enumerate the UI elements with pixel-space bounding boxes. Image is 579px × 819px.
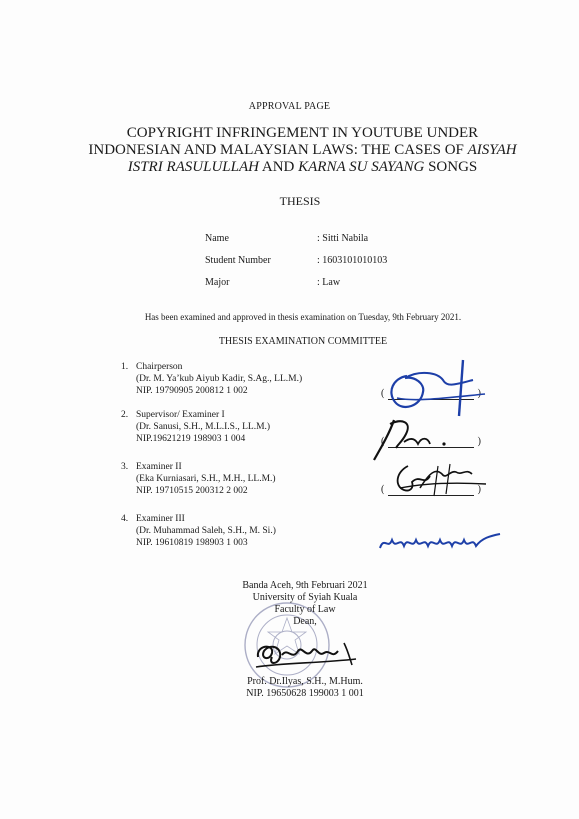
member-2-nip: NIP.19621219 198903 1 004 [136, 434, 246, 444]
student-number-label: Student Number [205, 255, 271, 266]
member-2-name: (Dr. Sanusi, S.H., M.L.I.S., LL.M.) [136, 422, 271, 432]
title-line-2-a: INDONESIAN AND MALAYSIAN LAWS: THE CASES OF [88, 142, 468, 158]
title-line-1: COPYRIGHT INFRINGEMENT IN YOUTUBE UNDER [126, 125, 479, 141]
member-3-nip: NIP. 19710515 200312 2 002 [136, 486, 248, 496]
examiner2-signature-icon [390, 460, 490, 500]
title-line-2 [70, 142, 535, 159]
dean-title: Dean, [293, 616, 317, 627]
member-4-number: 4. [121, 514, 129, 524]
member-1-name: (Dr. M. Ya’kub Aiyub Kadir, S.Ag., LL.M.) [136, 374, 303, 384]
signature-open-paren: ( [381, 388, 385, 399]
member-1-role: Chairperson [136, 362, 183, 372]
member-1-number: 1. [121, 362, 129, 372]
student-major-value: : Law [317, 277, 341, 288]
university-name: University of Syiah Kuala [252, 592, 358, 603]
member-4-role: Examiner III [136, 514, 185, 524]
signature-open-paren: ( [381, 436, 385, 447]
chairperson-signature-icon [385, 358, 495, 420]
page-heading: APPROVAL PAGE [248, 101, 331, 112]
student-major-label: Major [205, 277, 230, 288]
member-2-number: 2. [121, 410, 129, 420]
examiner3-signature-icon [378, 532, 503, 554]
document-type-label: THESIS [279, 194, 321, 208]
thesis-title [70, 125, 535, 176]
member-3-role: Examiner II [136, 462, 182, 472]
student-number-value: : 1603101010103 [317, 255, 388, 266]
member-4-name: (Dr. Muhammad Saleh, S.H., M. Si.) [136, 526, 276, 536]
member-1-nip: NIP. 19790905 200812 1 002 [136, 386, 248, 396]
member-2-role: Supervisor/ Examiner I [136, 410, 225, 420]
signature-close-paren: ) [477, 388, 481, 399]
signature-close-paren: ) [477, 484, 481, 495]
dean-signature-icon [252, 637, 362, 673]
title-line-3-a: ISTRI RASULULLAH [127, 159, 259, 175]
student-name-value: : Sitti Nabila [317, 233, 369, 244]
title-line-3-b: AND [258, 159, 299, 175]
signature-close-paren: ) [477, 436, 481, 447]
title-line-2-b: AISYAH [467, 142, 517, 158]
signature-open-paren: ( [381, 484, 385, 495]
student-name-label: Name [205, 233, 229, 244]
title-line-3-c: KARNA SU SAYANG [298, 159, 425, 175]
member-3-name: (Eka Kurniasari, S.H., M.H., LL.M.) [136, 474, 276, 484]
member-3-number: 3. [121, 462, 129, 472]
faculty-name: Faculty of Law [274, 604, 336, 615]
examiner1-signature-icon [372, 414, 467, 464]
title-line-3-d: SONGS [424, 159, 478, 175]
examination-note: Has been examined and approved in thesis examination on Tuesday, 9th February 2021. [144, 312, 462, 322]
dean-name: Prof. Dr.Ilyas, S.H., M.Hum. [247, 676, 363, 687]
title-line-3 [70, 159, 535, 176]
member-4-nip: NIP. 19610819 198903 1 003 [136, 538, 248, 548]
dean-nip: NIP. 19650628 199003 1 001 [246, 688, 364, 699]
place-date: Banda Aceh, 9th Februari 2021 [242, 580, 368, 591]
committee-heading: THESIS EXAMINATION COMMITTEE [218, 336, 388, 347]
